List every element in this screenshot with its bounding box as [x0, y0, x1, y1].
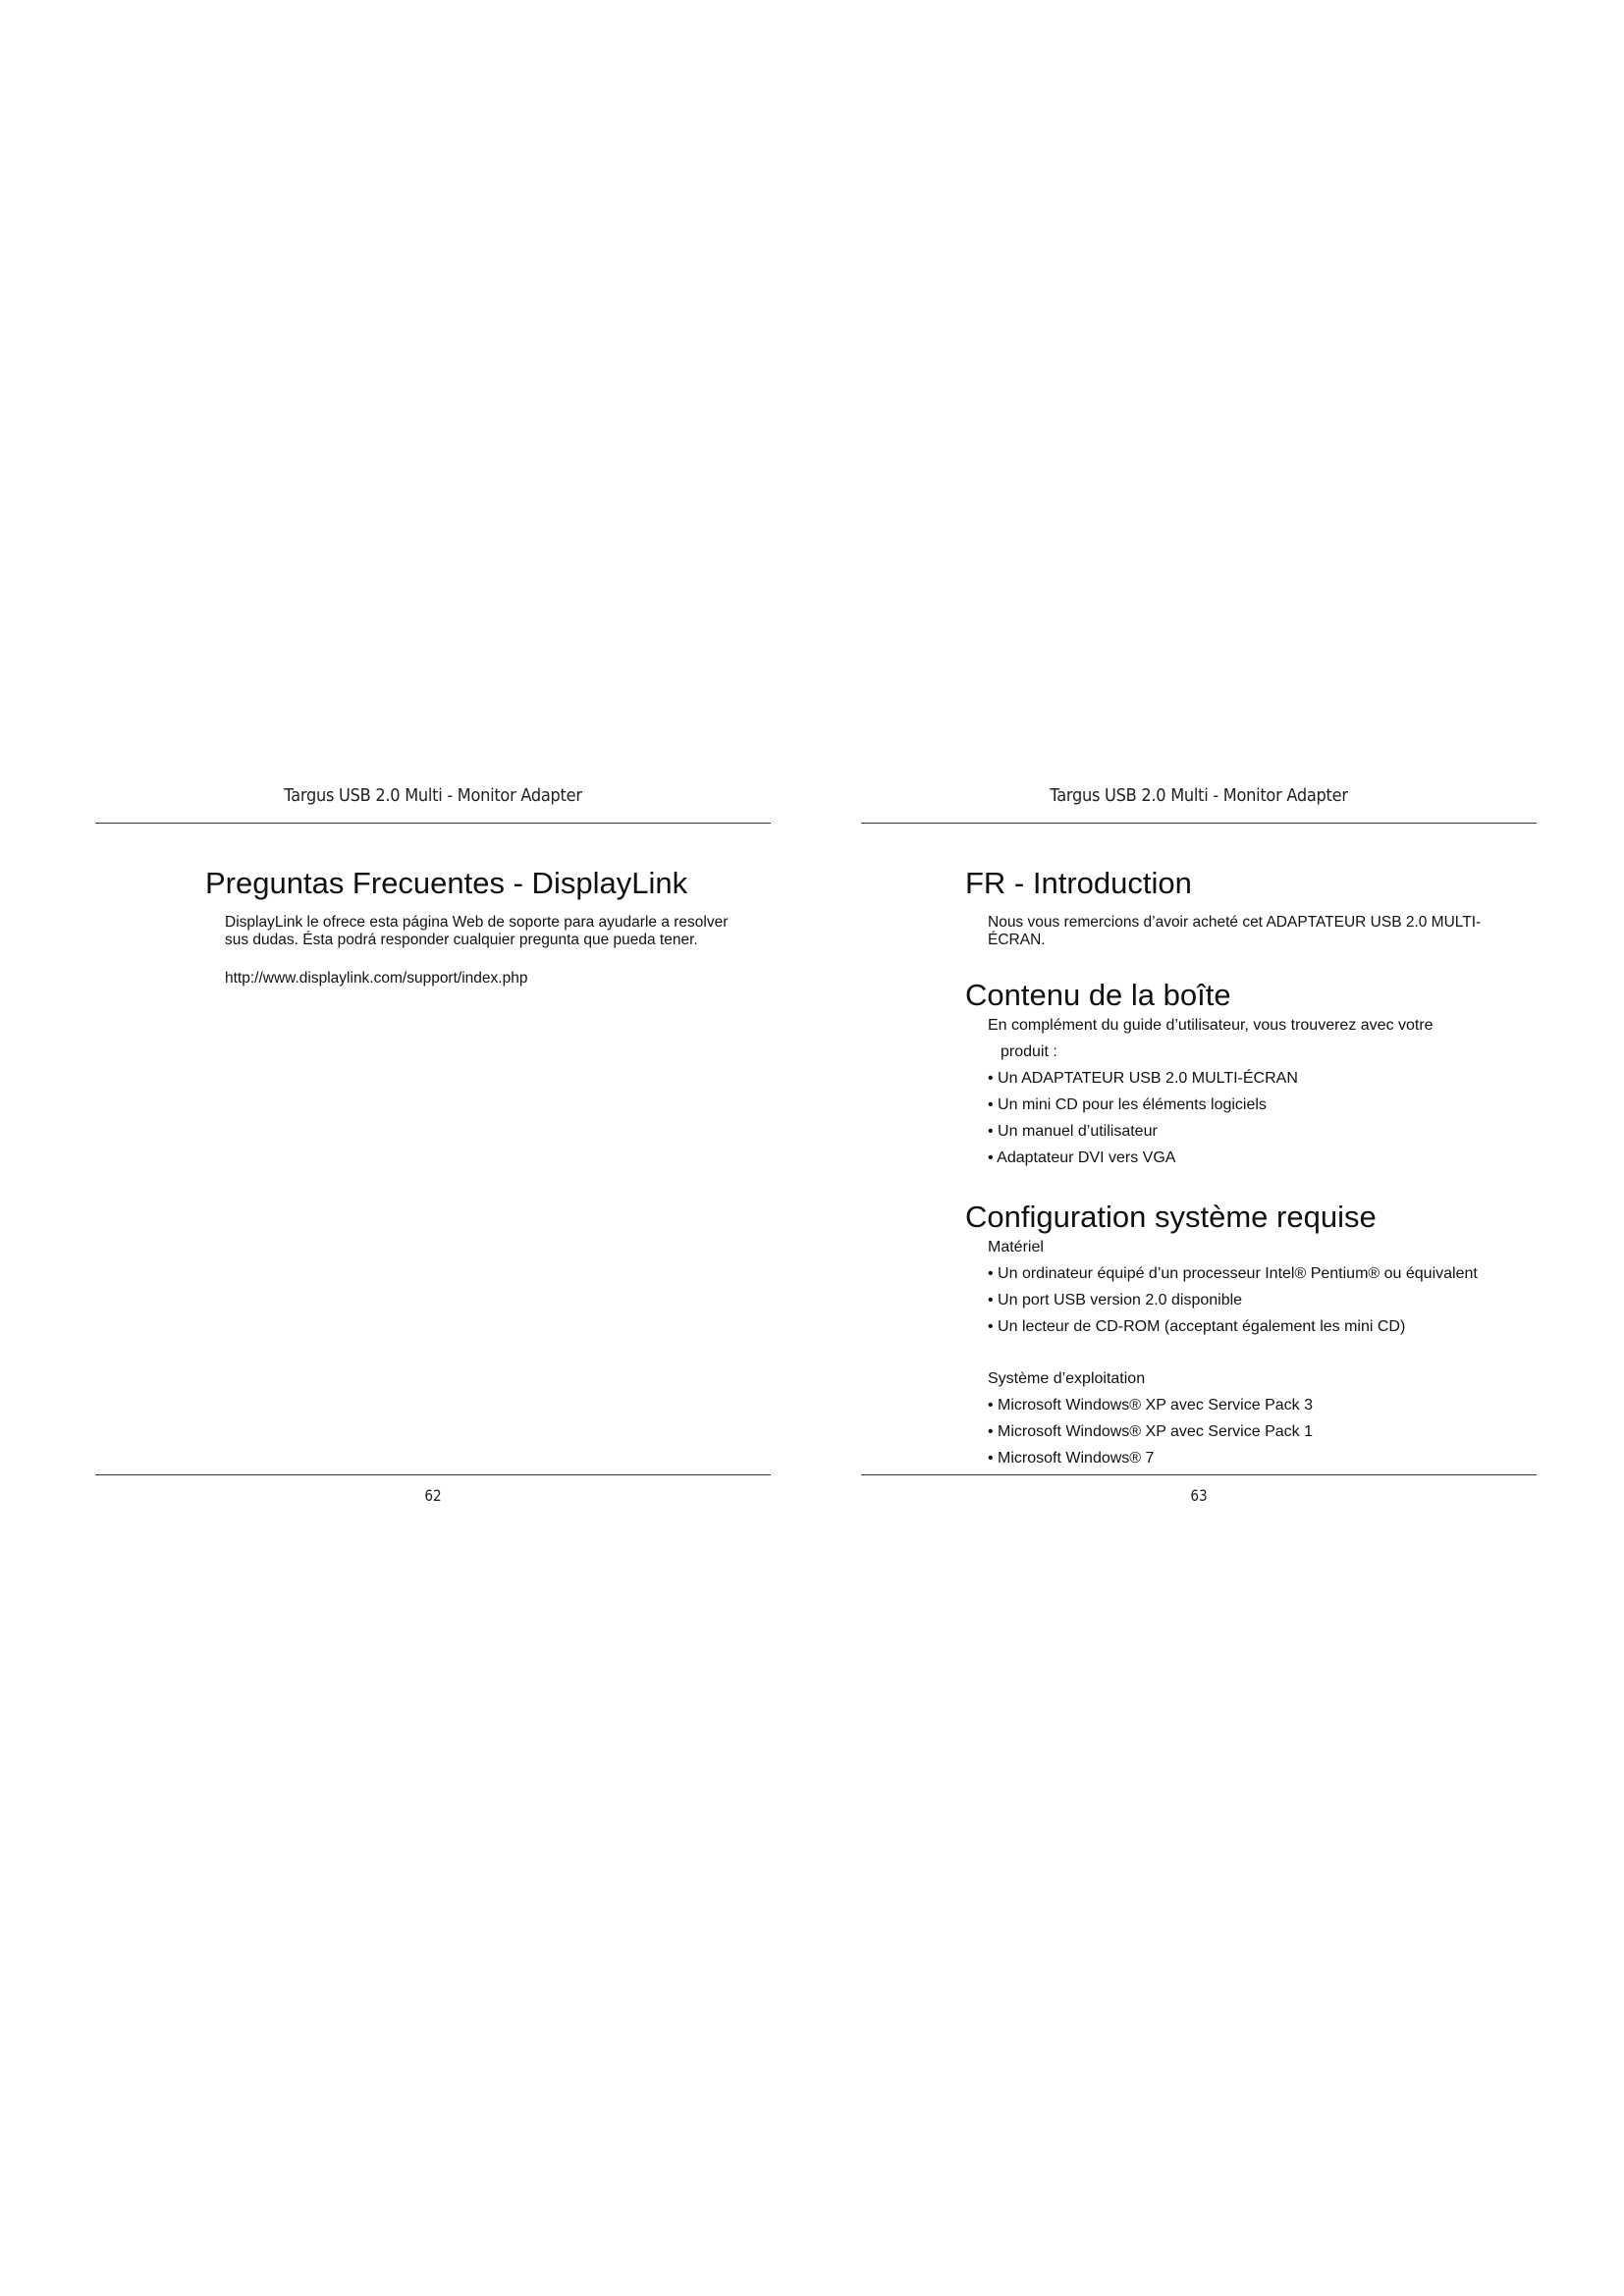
header-rule — [95, 823, 771, 824]
paragraph-line: sus dudas. Ésta podrá responder cualquier pregunta que pueda tener. — [225, 932, 698, 948]
contents-heading: Contenu de la boîte — [965, 978, 1231, 1012]
paragraph-line: DisplayLink le ofrece esta página Web de soporte para ayudarle a resolver — [225, 914, 729, 931]
contents-item: • Un ADAPTATEUR USB 2.0 MULTI-ÉCRAN — [988, 1070, 1298, 1087]
contents-item: • Un manuel d’utilisateur — [988, 1123, 1158, 1140]
hardware-item: • Un lecteur de CD-ROM (acceptant également les mini CD) — [988, 1318, 1406, 1335]
running-head: Targus USB 2.0 Multi - Monitor Adapter — [1050, 785, 1348, 806]
hardware-item: • Un ordinateur équipé d’un processeur Intel® Pentium® ou équivalent — [988, 1265, 1478, 1282]
contents-item: • Adaptateur DVI vers VGA — [988, 1149, 1176, 1166]
paragraph-line: Nous vous remercions d’avoir acheté cet ADAPTATEUR USB 2.0 MULTI- — [988, 914, 1482, 931]
hardware-item: • Un port USB version 2.0 disponible — [988, 1292, 1243, 1308]
paragraph-line: ÉCRAN. — [988, 932, 1046, 948]
page-number: 63 — [1190, 1486, 1208, 1505]
left-page — [95, 0, 771, 2296]
os-item: • Microsoft Windows® XP avec Service Pack 1 — [988, 1423, 1313, 1440]
contents-intro-line: En complément du guide d’utilisateur, vous trouverez avec votre — [988, 1017, 1434, 1034]
os-item: • Microsoft Windows® XP avec Service Pack 3 — [988, 1397, 1313, 1414]
right-page — [861, 0, 1537, 2296]
running-head: Targus USB 2.0 Multi - Monitor Adapter — [284, 785, 582, 806]
contents-item: • Un mini CD pour les éléments logiciels — [988, 1096, 1267, 1113]
contents-intro-line: produit : — [1001, 1043, 1057, 1060]
footer-rule — [861, 1474, 1537, 1475]
paragraph — [225, 914, 728, 949]
hardware-label: Matériel — [988, 1239, 1044, 1255]
section-heading: Preguntas Frecuentes - DisplayLink — [205, 866, 688, 900]
support-url[interactable]: http://www.displaylink.com/support/index.php — [225, 970, 528, 987]
intro-paragraph — [988, 914, 1481, 949]
os-item: • Microsoft Windows® 7 — [988, 1450, 1155, 1467]
intro-heading: FR - Introduction — [965, 866, 1192, 900]
page-number: 62 — [424, 1486, 442, 1505]
os-label: Système d’exploitation — [988, 1370, 1146, 1387]
header-rule — [861, 823, 1537, 824]
requirements-heading: Configuration système requise — [965, 1200, 1377, 1234]
footer-rule — [95, 1474, 771, 1475]
